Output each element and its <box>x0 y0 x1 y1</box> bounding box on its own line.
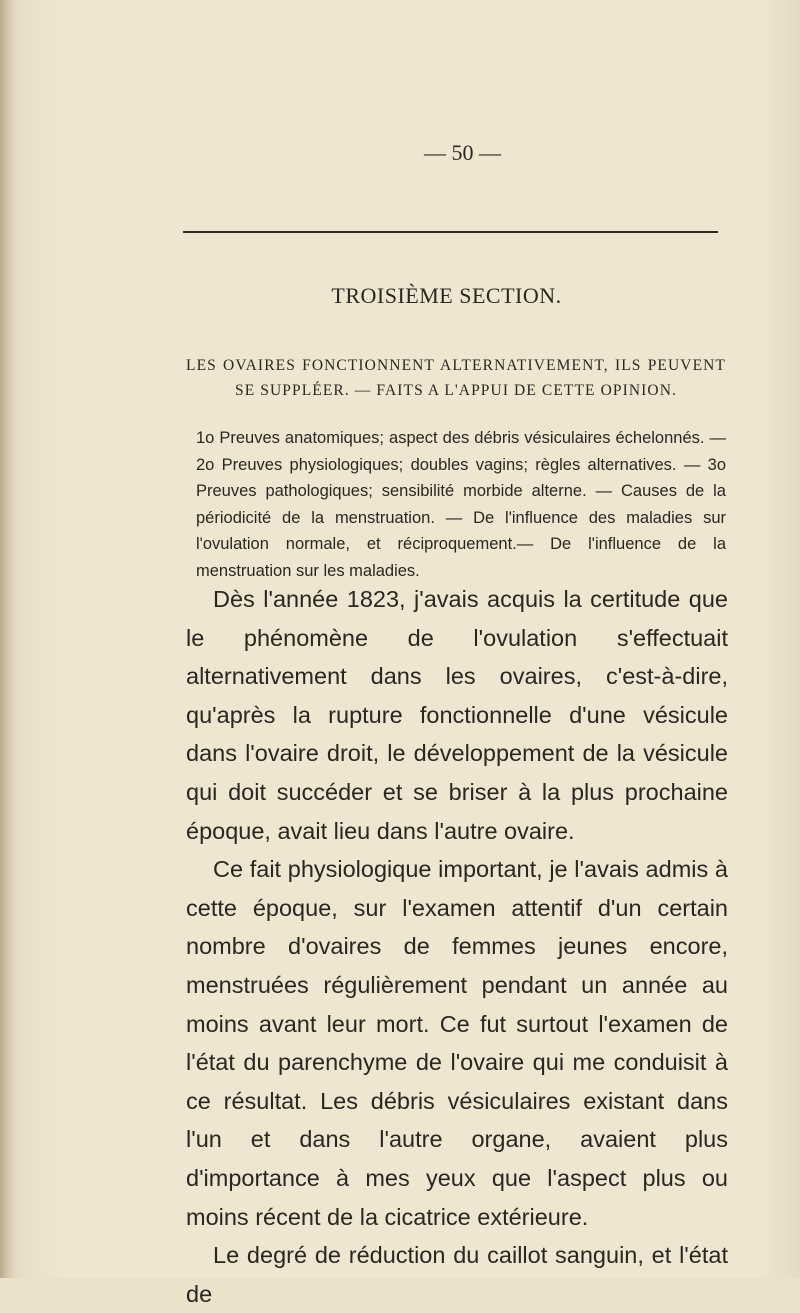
body-text <box>186 580 728 1313</box>
paragraph: Ce fait physiologique important, je l'avais admis à cette époque, sur l'examen attentif d'un certain nombre d'ovaires de femmes jeunes encore, menstruées régulièrement pendant un année au moins avant leur mort. Ce fut surtout l'examen de l'état du parenchyme de l'ovaire qui me conduisit à ce résultat. Les débris vésiculaires existant dans l'un et dans l'autre organe, avaient plus d'importance à mes yeux que l'aspect plus ou moins récent de la cicatrice extérieure. <box>186 856 728 1230</box>
section-title: TROISIÈME SECTION. <box>331 283 562 308</box>
paragraph: Dès l'année 1823, j'avais acquis la certitude que le phénomène de l'ovulation s'effectuait alternativement dans les ovaires, c'est-à-dire, qu'après la rupture fonctionnelle d'une vésicule dans l'ovaire droit, le développement de la vésicule qui doit succéder et se briser à la plus prochaine époque, avait lieu dans l'autre ovaire. <box>186 586 728 844</box>
section-subtitle: LES OVAIRES FONCTIONNENT ALTERNATIVEMENT, ILS PEUVENT SE SUPPLÉER. — FAITS A L'APPUI DE CETTE OPINION. <box>186 357 726 399</box>
page-gutter <box>0 0 14 1278</box>
header-rule <box>183 231 718 233</box>
section-summary: 1o Preuves anatomiques; aspect des débris vésiculaires échelonnés. — 2o Preuves physiologiques; doubles vagins; règles alternatives. — 3o Preuves pathologiques; sensibilité morbide alterne. — Causes de la périodicité de la menstruation. — De l'influence des maladies sur l'ovulation normale, et réciproquement.— De l'influence de la menstruation sur les maladies. <box>196 429 726 580</box>
page-number: — 50 — <box>424 140 501 165</box>
paragraph: Le degré de réduction du caillot sanguin, et l'état de <box>186 1242 728 1307</box>
